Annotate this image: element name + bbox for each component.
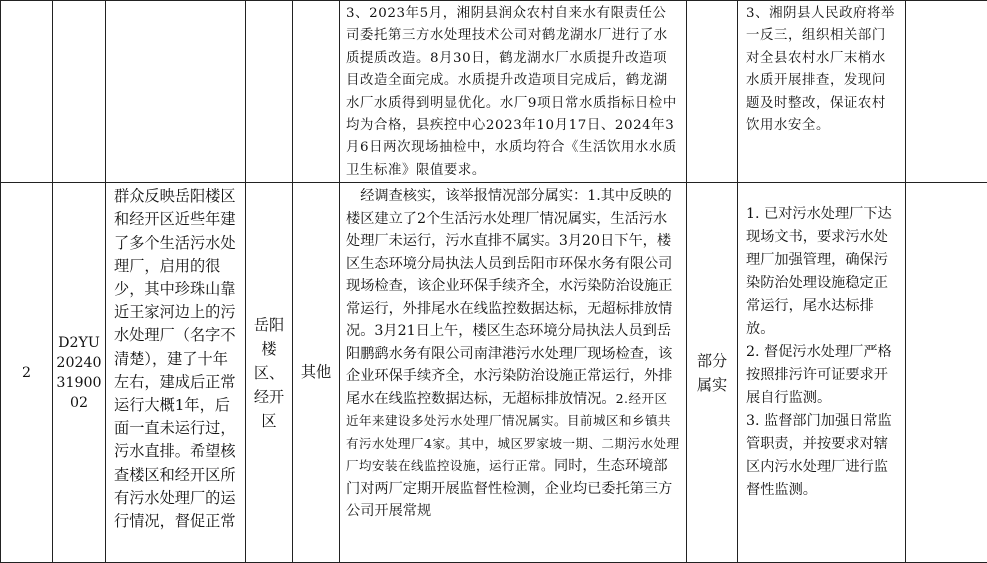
cell-category (293, 183, 340, 563)
code-line: 02 (53, 393, 105, 413)
cell-result (687, 183, 738, 563)
region-line: 区、 (246, 361, 292, 385)
cell-complaint (106, 183, 246, 563)
region-line: 区 (246, 409, 292, 433)
code-line: D2YU (53, 333, 105, 353)
code-line: 31900 (53, 373, 105, 393)
row-number: 2 (22, 365, 31, 381)
rectification-paragraph: 3、湘阴县人民政府将举一反三，组织相关部门对全县农村水厂末梢水水质开展排查，发现问题及时整改，保证农村饮用水安全。 (746, 3, 897, 137)
complaint-text: 群众反映岳阳楼区和经开区近些年建了多个生活污水处理厂，启用的很少，其中珍珠山靠近王家河边上的污水处理厂（名字不清楚），建了十年左右，建成后正常运行大概1年，后面一直未运行过，污水直排。希望核查楼区和经开区所有污水处理厂的运行情况，督促正常 (114, 185, 239, 533)
cell-region (246, 183, 293, 563)
cell-code (53, 1, 106, 183)
result-line: 部分 (687, 349, 737, 373)
rectification-item-3: 3. 监督部门加强日常监管职责，并按要求对辖区内污水处理厂进行监督性监测。 (746, 410, 897, 502)
verification-part-d: 同时，生态环境部门对两厂定期开展监督性检测，企业均已委托第三方公司开展常规 (346, 458, 672, 519)
cell-complaint (106, 1, 246, 183)
cell-category (293, 1, 340, 183)
code-line: 20240 (53, 353, 105, 373)
category-text: 其他 (301, 363, 331, 381)
cell-no (1, 183, 53, 563)
cell-code (53, 183, 106, 563)
region-line: 岳阳 (246, 313, 292, 337)
result-line: 属实 (687, 373, 737, 397)
cell-rectification (738, 1, 906, 183)
cell-verification (340, 1, 687, 183)
rectification-item-1: 1. 已对污水处理厂下达现场文书，要求污水处理厂加强管理，确保污染防治处理设施稳定正常运行，尾水达标排放。 (746, 203, 897, 341)
region-line: 楼 (246, 337, 292, 361)
cell-extra (906, 183, 987, 563)
table-row-2 (1, 183, 987, 563)
cell-result (687, 1, 738, 183)
cell-region (246, 1, 293, 183)
verification-text (346, 185, 680, 523)
table-row-continuation (1, 1, 987, 183)
cell-extra (906, 1, 987, 183)
verification-part-c: 罗家坡一期、二期污水处理厂均安装在线监控设施，运行正常。 (346, 436, 679, 474)
verification-paragraph: 3、2023年5月，湘阴县润众农村自来水有限责任公司委托第三方水处理技术公司对鹤龙湖水厂进行了水质提质改造。8月30日，鹤龙湖水厂水质提升改造项目改造全面完成。水质提升改造项目完成后，鹤龙湖水厂水质得到明显优化。水厂9项日常水质指标日检中均为合格，县疾控中心2023年10月17日、2024年3月6日两次现场抽检中，水质均符合《生活饮用水水质卫生标准》限值要求。 (346, 3, 680, 182)
rectification-item-2: 2. 督促污水处理厂严格按照排污许可证要求开展自行监测。 (746, 341, 897, 410)
cell-no (1, 1, 53, 183)
cell-rectification (738, 183, 906, 563)
region-line: 经开 (246, 385, 292, 409)
verification-part-b: 2.经开区近年来建设多处污水处理厂情况属实。目前城区和乡镇共有污水处理厂4家。其中，城区 (346, 391, 671, 451)
verification-part-a: 经调查核实，该举报情况部分属实：1.其中反映的楼区建立了2个生活污水处理厂情况属实，生活污水处理厂未运行，污水直排不属实。3月20日下午，楼区生态环境分局执法人员到岳阳市环保水务有限公司现场检查，该企业环保手续齐全，水污染防治设施正常运行，外排尾水在线监控数据达标，无超标排放情况。3月21日上午，楼区生态环境分局执法人员到岳阳鹏鹞水务有限公司南津港污水处理厂现场检查，该企业环保手续齐全，水污染防治设施正常运行，外排尾水在线监控数据达标，无超标排放情况。 (346, 188, 672, 407)
cell-verification (340, 183, 687, 563)
